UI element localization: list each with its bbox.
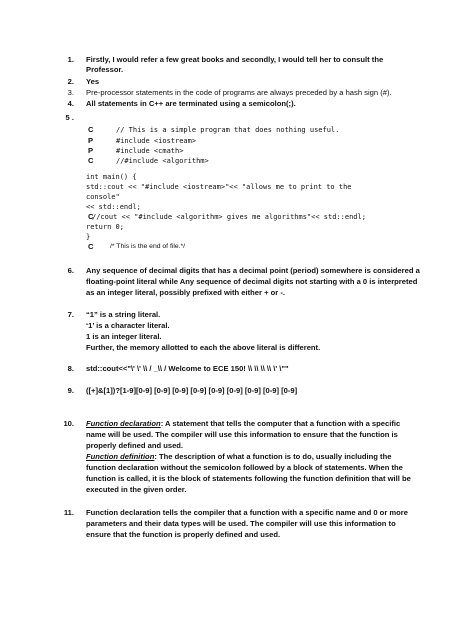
answer-text: 1 is an integer literal. [86, 332, 162, 341]
code-line: //cout << "#include <algorithm> gives me algorithms"<< std::endl; [92, 213, 366, 221]
answer-text [86, 419, 400, 429]
code-line: // This is a simple program that does nothing useful. [116, 126, 340, 134]
answer-text: All statements in C++ are terminated using a semicolon(;). [86, 99, 296, 108]
item-number: 9. [67, 386, 74, 395]
item-number: 8. [67, 364, 74, 373]
answer-text: Function declaration tells the compiler that a function with a specific name and 0 or more [86, 508, 408, 517]
item-number: 4. [67, 99, 74, 108]
code-mark: C [88, 156, 94, 165]
item-number: 5 . [65, 113, 74, 122]
code-line: /* This is the end of file.*/ [110, 243, 186, 250]
answer-text: function declaration without the semicolon followed by a block of statements. When the [86, 463, 403, 472]
answer-text: executed in the given order. [86, 485, 187, 494]
answer-text: Further, the memory allotted to each the above literal is different. [86, 343, 321, 352]
definition-text: : A statement that tells the computer that a function with a specific [160, 419, 401, 428]
code-line: #include <cmath> [116, 147, 184, 155]
answer-text: as an integer literal, possibly prefixed with either + or -. [86, 288, 285, 297]
answer-text: ‘1’ is a character literal. [86, 321, 170, 330]
code-mark: C [88, 212, 94, 221]
answer-text: parameters and their data types will be used. The compiler will use this information to [86, 519, 396, 528]
item-number: 3. [67, 88, 74, 97]
answer-text: std::cout<<"\' \' \\ / _\\ / Welcome to ECE 150! \\ \\ \\ \\ \' \"" [86, 364, 289, 373]
answer-text: ensure that the function is properly defined and used. [86, 530, 281, 539]
item-number: 11. [63, 508, 74, 517]
answer-text: function is called, it is the block of statements following the function definition that will be [86, 474, 411, 483]
item-number: 2. [67, 77, 74, 86]
answer-text: Professor. [86, 65, 124, 74]
term-function-definition: Function definition [86, 452, 155, 461]
definition-text: : The description of what a function is to do, usually including the [154, 452, 392, 461]
code-mark: P [88, 146, 94, 155]
code-mark: C [88, 125, 94, 134]
code-line: console" [86, 193, 120, 201]
answer-text: Yes [86, 77, 100, 86]
term-function-declaration: Function declaration [86, 419, 161, 428]
answer-text: ([+]&[1])?[1-9][0-9] [0-9] [0-9] [0-9] [0-9] [0-9] [0-9] [0-9] [0-9] [86, 386, 298, 395]
code-line: #include <iostream> [116, 137, 197, 145]
code-line: << std::endl; [86, 203, 141, 211]
answer-text [86, 452, 391, 462]
answer-text: “1” is a string literal. [86, 310, 161, 319]
answer-text: name will be used. The compiler will use this information to ensure that the function is [86, 430, 398, 439]
code-line: } [86, 233, 91, 241]
code-line: return 0; [86, 223, 124, 231]
answer-text: Any sequence of decimal digits that has a decimal point (period) somewhere is considered a [86, 266, 420, 275]
code-line: std::cout << "#include <iostream>"<< "allows me to print to the [86, 183, 352, 191]
code-line: int main() { [86, 173, 137, 181]
answer-text: properly defined and used. [86, 441, 184, 450]
code-mark: C [88, 242, 94, 251]
item-number: 6. [67, 266, 74, 275]
answer-text: Pre-processor statements in the code of programs are always preceded by a hash sign (#). [86, 88, 392, 97]
code-line: //#include <algorithm> [116, 157, 209, 165]
item-number: 1. [67, 55, 74, 64]
item-number: 7. [67, 310, 74, 319]
item-number: 10. [63, 419, 74, 428]
code-mark: P [88, 136, 94, 145]
answer-text: Firstly, I would refer a few great books and secondly, I would tell her to consult the [86, 55, 384, 64]
answer-text: floating-point literal while Any sequence of decimal digits not starting with a 0 is interpreted [86, 277, 418, 286]
